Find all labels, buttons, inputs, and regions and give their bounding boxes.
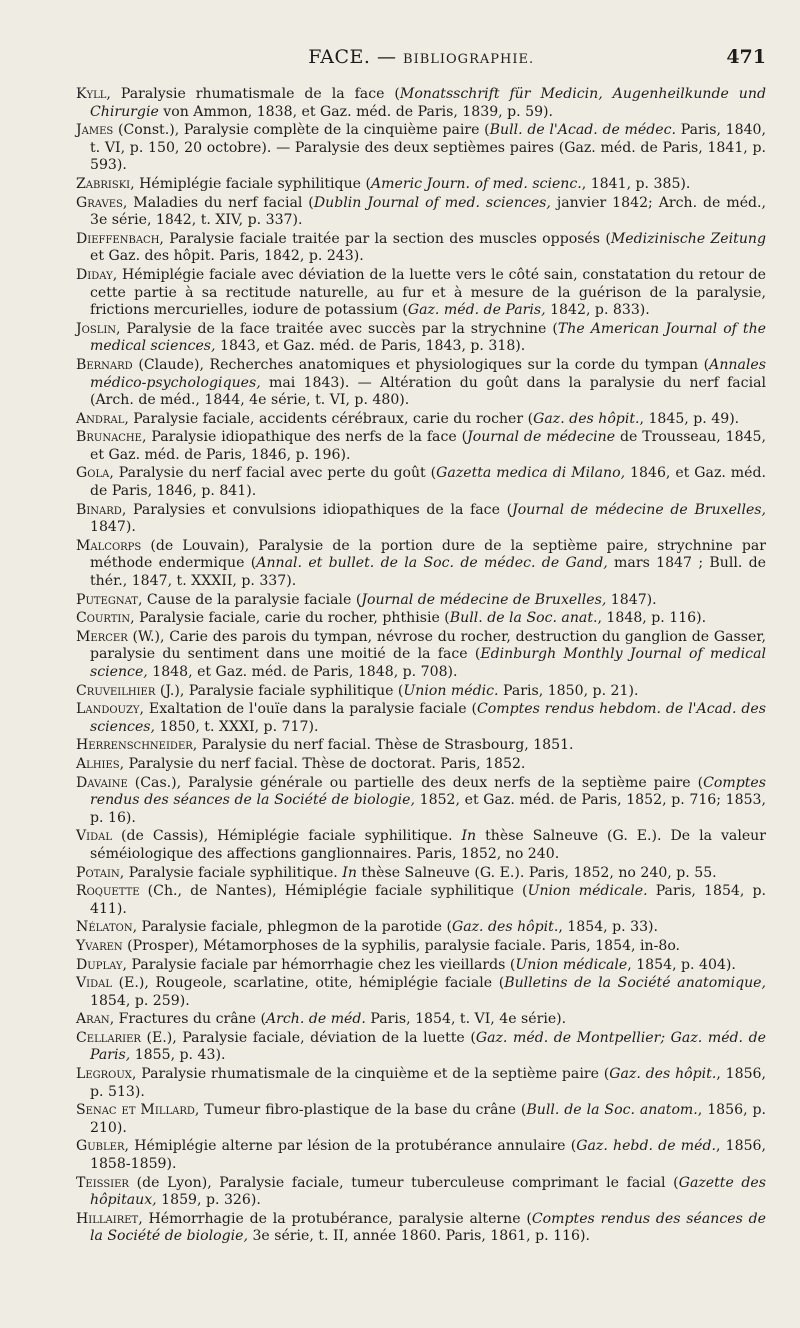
entry-details: thèse Salneuve (G. E.). Paris, 1852, no 240, p. 55. bbox=[356, 864, 717, 881]
bibliography-entry bbox=[76, 86, 766, 121]
entry-details: , 1856, p. 513). bbox=[90, 1066, 766, 1100]
bibliography-entry bbox=[76, 1175, 766, 1210]
bibliography-entry bbox=[76, 1211, 766, 1246]
page-number: 471 bbox=[726, 46, 766, 68]
entry-text: , Hémiplégie faciale avec déviation de la luette vers le côté sain, constatation du retour de cette partie à sa rectitude naturelle, au fur et à mesure de la guérison de la paralysie, frictions mercurielles, iodure de potassium ( bbox=[90, 266, 766, 319]
entry-text: , Paralysie faciale par hémorrhagie chez les vieillards ( bbox=[122, 956, 516, 973]
entry-text: , Maladies du nerf facial ( bbox=[122, 194, 314, 211]
entry-reference: Bull. de la Soc. anat. bbox=[449, 610, 598, 627]
entry-text: (Prosper), Métamorphoses de la syphilis, paralysie faciale. Paris, 1854, in-8o. bbox=[122, 937, 681, 954]
entry-text: (J.), Paralysie faciale syphilitique ( bbox=[155, 682, 404, 699]
entry-details: 1842, p. 833). bbox=[545, 302, 650, 319]
bibliography-entry bbox=[76, 357, 766, 410]
entry-author: Putegnat bbox=[76, 591, 138, 608]
entry-details: , 1854, p. 33). bbox=[558, 919, 659, 936]
entry-author: Gubler bbox=[76, 1138, 125, 1155]
entry-text: (E.), Rougeole, scarlatine, otite, hémiplégie faciale ( bbox=[112, 975, 505, 992]
entry-text: , Fractures du crâne ( bbox=[109, 1011, 266, 1028]
entry-reference: Gaz. des hôpit. bbox=[609, 1066, 717, 1083]
header-dash: — bbox=[376, 46, 397, 68]
entry-reference: Bull. de la Soc. anatom. bbox=[526, 1102, 698, 1119]
entry-reference: Journal de médecine bbox=[467, 429, 616, 446]
bibliography-entry bbox=[76, 1102, 766, 1137]
entry-author: Hillairet bbox=[76, 1210, 139, 1227]
header-title: FACE. bbox=[308, 46, 371, 68]
entry-author: Duplay bbox=[76, 956, 123, 973]
entry-details: Paris, 1854, t. VI, 4e série). bbox=[365, 1011, 567, 1028]
entry-author: Brunache bbox=[76, 429, 142, 446]
entry-author: Yvaren bbox=[76, 937, 123, 954]
entry-details: 1852, et Gaz. méd. de Paris, 1852, p. 716; 1853, p. 16). bbox=[90, 792, 766, 826]
entry-details: Paris, 1850, p. 21). bbox=[498, 682, 639, 699]
entry-text: , Paralysies et convulsions idiopathiques de la face ( bbox=[121, 501, 513, 518]
entry-details: , 1848, p. 116). bbox=[597, 610, 707, 627]
bibliography-entry bbox=[76, 1011, 766, 1029]
bibliography-entry bbox=[76, 429, 766, 464]
entry-text: , Hémorrhagie de la protubérance, paralysie alterne ( bbox=[138, 1210, 532, 1227]
bibliography-entry bbox=[76, 775, 766, 828]
entry-reference: Gazetta medica di Milano, bbox=[436, 465, 626, 482]
bibliography-entry bbox=[76, 883, 766, 918]
entry-details: , 1845, p. 49). bbox=[639, 410, 740, 427]
entry-reference: Gazette des hôpitaux, bbox=[90, 1174, 766, 1209]
entry-author: Roquette bbox=[76, 883, 140, 900]
entry-details: 1843, et Gaz. méd. de Paris, 1843, p. 318). bbox=[215, 338, 526, 355]
bibliography-entry bbox=[76, 957, 766, 975]
entry-text: , Paralysie faciale, carie du rocher, phthisie ( bbox=[130, 610, 450, 627]
entry-reference: Gaz. méd. de Montpellier; Gaz. méd. de Paris, bbox=[90, 1029, 766, 1064]
entry-text: (de Louvain), Paralysie de la portion dure de la septième paire, strychnine par méthode endermique ( bbox=[90, 537, 766, 572]
entry-text: , Paralysie faciale, accidents cérébraux, carie du rocher ( bbox=[124, 410, 534, 427]
entry-details: Paris, 1840, t. VI, p. 150, 20 octobre). — Paralysie des deux septièmes paires (Gaz. méd. de Paris, 1841, p. 593). bbox=[90, 122, 766, 174]
bibliography-entry bbox=[76, 465, 766, 500]
entry-details: , 1856, p. 210). bbox=[90, 1102, 766, 1136]
entry-text: (Claude), Recherches anatomiques et physiologiques sur la corde du tympan ( bbox=[132, 356, 710, 373]
entry-reference: Union médicale. bbox=[527, 883, 648, 900]
entry-text: , Paralysie faciale, phlegmon de la parotide ( bbox=[132, 919, 452, 936]
entry-details: 1850, t. XXXI, p. 717). bbox=[155, 718, 319, 735]
entry-author: Alhies bbox=[76, 755, 120, 772]
bibliography-entry bbox=[76, 176, 766, 194]
entry-author: Landouzy bbox=[76, 701, 140, 718]
entry-details: mai 1843). — Altération du goût dans la paralysie du nerf facial (Arch. de méd., 1844, 4e série, t. VI, p. 480). bbox=[90, 374, 766, 409]
entry-text: , Tumeur fibro-plastique de la base du crâne ( bbox=[194, 1102, 527, 1119]
entry-reference: Union médic. bbox=[403, 682, 499, 699]
entry-author: Dieffenbach bbox=[76, 230, 160, 247]
entry-author: Nélaton bbox=[76, 919, 133, 936]
entry-text: (W.), Carie des parois du tympan, névrose du rocher, destruction du ganglion de Gasser, paralysie du sentiment dans une moitié de la face ( bbox=[90, 628, 766, 663]
entry-author: Potain bbox=[76, 864, 120, 881]
bibliography-list bbox=[76, 86, 766, 1246]
entry-text: (E.), Paralysie faciale, déviation de la luette ( bbox=[140, 1029, 476, 1046]
entry-details: 1855, p. 43). bbox=[130, 1047, 226, 1064]
entry-author: Aran bbox=[76, 1011, 110, 1028]
bibliography-entry bbox=[76, 1066, 766, 1101]
entry-author: Zabriski bbox=[76, 175, 131, 192]
header-section: BIBLIOGRAPHIE. bbox=[403, 52, 535, 67]
entry-author: Herrenschneider bbox=[76, 737, 193, 754]
entry-reference: Medizinische Zeitung bbox=[610, 230, 766, 247]
bibliography-entry bbox=[76, 538, 766, 591]
entry-details: , 1856, 1858-1859). bbox=[90, 1138, 766, 1173]
entry-text: , Paralysie faciale syphilitique. bbox=[119, 864, 343, 881]
bibliography-entry bbox=[76, 267, 766, 320]
entry-author: Mercer bbox=[76, 628, 128, 645]
bibliography-entry bbox=[76, 231, 766, 266]
entry-author: Kyll bbox=[76, 86, 107, 102]
entry-reference: Monatsschrift für Medicin, Augenheilkunde und Chirurgie bbox=[90, 86, 766, 120]
entry-text: , Paralysie du nerf facial. Thèse de doctorat. Paris, 1852. bbox=[119, 755, 526, 772]
entry-reference: Dublin Journal of med. sciences, bbox=[313, 194, 551, 211]
entry-reference: In bbox=[342, 864, 357, 881]
entry-text: , Paralysie rhumatismale de la face ( bbox=[106, 86, 400, 102]
entry-author: Davaine bbox=[76, 774, 128, 791]
bibliography-entry bbox=[76, 629, 766, 682]
entry-reference: Americ Journ. of med. scienc. bbox=[370, 175, 582, 192]
entry-author: Gola bbox=[76, 465, 110, 482]
entry-reference: In bbox=[461, 828, 477, 845]
entry-author: James bbox=[76, 122, 114, 139]
entry-text: , Paralysie de la face traitée avec succès par la strychnine ( bbox=[116, 320, 558, 337]
running-header bbox=[76, 46, 766, 76]
entry-reference: Annal. et bullet. de la Soc. de médec. de Gand, bbox=[256, 555, 608, 572]
entry-author: Cruveilhier bbox=[76, 682, 156, 699]
entry-text: (Const.), Paralysie complète de la cinquième paire ( bbox=[113, 122, 490, 139]
entry-text: (Cas.), Paralysie générale ou partielle des deux nerfs de la septième paire ( bbox=[127, 774, 704, 791]
entry-reference: Comptes rendus hebdom. de l'Acad. des sciences, bbox=[90, 701, 767, 735]
entry-details: , 1841, p. 385). bbox=[581, 175, 691, 192]
bibliography-entry bbox=[76, 756, 766, 774]
entry-details: 1854, p. 259). bbox=[90, 992, 190, 1009]
entry-text: , Hémiplégie alterne par lésion de la protubérance annulaire ( bbox=[124, 1138, 577, 1155]
entry-reference: Arch. de méd. bbox=[266, 1011, 366, 1028]
bibliography-entry bbox=[76, 610, 766, 628]
entry-reference: Comptes rendus des séances de la Société de biologie, bbox=[90, 1210, 766, 1245]
entry-author: Legroux bbox=[76, 1066, 132, 1083]
entry-author: Binard bbox=[76, 501, 122, 518]
entry-text: (de Lyon), Paralysie faciale, tumeur tuberculeuse comprimant le facial ( bbox=[128, 1174, 679, 1191]
entry-author: Graves bbox=[76, 194, 123, 211]
entry-details: 1847). bbox=[606, 591, 657, 608]
bibliography-entry bbox=[76, 1138, 766, 1173]
entry-reference: The American Journal of the medical sciences, bbox=[90, 320, 766, 355]
entry-text: (de Cassis), Hémiplégie faciale syphilitique. bbox=[112, 828, 462, 845]
bibliography-entry bbox=[76, 701, 766, 736]
entry-reference: Gaz. des hôpit. bbox=[533, 410, 640, 427]
entry-author: Andral bbox=[76, 410, 125, 427]
bibliography-entry bbox=[76, 938, 766, 956]
entry-details: , 1854, p. 404). bbox=[627, 956, 736, 973]
bibliography-entry bbox=[76, 737, 766, 755]
entry-text: , Paralysie faciale traitée par la section des muscles opposés ( bbox=[159, 230, 611, 247]
entry-text: , Paralysie du nerf facial. Thèse de Strasbourg, 1851. bbox=[192, 737, 574, 754]
entry-details: von Ammon, 1838, et Gaz. méd. de Paris, 1839, p. 59). bbox=[158, 103, 554, 120]
entry-text: , Paralysie idiopathique des nerfs de la face ( bbox=[141, 429, 468, 446]
bibliography-entry bbox=[76, 321, 766, 356]
entry-author: Senac et Millard bbox=[76, 1102, 195, 1119]
entry-author: Courtin bbox=[76, 610, 131, 627]
entry-text: , Hémiplégie faciale syphilitique ( bbox=[130, 175, 371, 192]
bibliography-entry bbox=[76, 865, 766, 883]
entry-reference: Annales médico-psychologiques, bbox=[90, 356, 766, 391]
header-title-block bbox=[116, 46, 726, 68]
entry-details: de Trousseau, 1845, et Gaz. méd. de Paris, 1846, p. 196). bbox=[90, 429, 766, 463]
entry-details: mars 1847 ; Bull. de thér., 1847, t. XXXII, p. 337). bbox=[90, 555, 767, 590]
entry-details: thèse Salneuve (G. E.). De la valeur séméiologique des affections ganglionnaires. Paris, 1852, no 240. bbox=[90, 828, 766, 862]
entry-reference: Edinburgh Monthly Journal of medical science, bbox=[90, 646, 766, 680]
bibliography-entry bbox=[76, 1030, 766, 1065]
entry-details: 3e série, t. II, année 1860. Paris, 1861, p. 116). bbox=[247, 1228, 590, 1245]
entry-reference: Bull. de l'Acad. de médec. bbox=[489, 122, 676, 139]
entry-text: (Ch., de Nantes), Hémiplégie faciale syphilitique ( bbox=[139, 883, 528, 900]
entry-text: , Exaltation de l'ouïe dans la paralysie faciale ( bbox=[139, 701, 477, 718]
entry-text: , Paralysie du nerf facial avec perte du goût ( bbox=[109, 465, 437, 482]
bibliography-entry bbox=[76, 122, 766, 175]
entry-author: Teissier bbox=[76, 1174, 129, 1191]
bibliography-entry bbox=[76, 411, 766, 429]
entry-details: 1846, et Gaz. méd. de Paris, 1846, p. 841). bbox=[90, 465, 766, 500]
entry-author: Vidal bbox=[76, 975, 113, 992]
entry-reference: Gaz. des hôpit. bbox=[451, 919, 559, 936]
entry-details: 1847). bbox=[90, 519, 136, 536]
entry-reference: Gaz. méd. de Paris, bbox=[407, 302, 546, 319]
bibliography-entry bbox=[76, 919, 766, 937]
entry-reference: Journal de médecine de Bruxelles, bbox=[361, 591, 607, 608]
bibliography-entry bbox=[76, 592, 766, 610]
entry-reference: Comptes rendus des séances de la Société de biologie, bbox=[90, 774, 766, 809]
entry-author: Vidal bbox=[76, 828, 113, 845]
bibliography-entry bbox=[76, 195, 766, 230]
entry-author: Cellarier bbox=[76, 1029, 141, 1046]
bibliography-entry bbox=[76, 975, 766, 1010]
entry-author: Joslin bbox=[76, 320, 117, 337]
entry-reference: Gaz. hebd. de méd. bbox=[576, 1138, 716, 1155]
entry-reference: Journal de médecine de Bruxelles, bbox=[512, 501, 767, 518]
bibliography-entry bbox=[76, 828, 766, 863]
bibliography-entry bbox=[76, 502, 766, 537]
entry-reference: Union médicale bbox=[515, 956, 628, 973]
entry-text: , Cause de la paralysie faciale ( bbox=[137, 591, 362, 608]
entry-details: et Gaz. des hôpit. Paris, 1842, p. 243). bbox=[90, 248, 364, 265]
entry-text: , Paralysie rhumatismale de la cinquième et de la septième paire ( bbox=[131, 1066, 610, 1083]
bibliography-entry bbox=[76, 683, 766, 701]
entry-reference: Bulletins de la Société anatomique, bbox=[504, 975, 766, 992]
entry-details: Paris, 1854, p. 411). bbox=[90, 883, 766, 917]
entry-author: Malcorps bbox=[76, 537, 142, 554]
entry-author: Diday bbox=[76, 266, 113, 283]
entry-details: 1848, et Gaz. méd. de Paris, 1848, p. 708). bbox=[147, 664, 458, 680]
entry-details: janvier 1842; Arch. de méd., 3e série, 1842, t. XIV, p. 337). bbox=[90, 194, 767, 229]
entry-author: Bernard bbox=[76, 356, 133, 373]
entry-details: 1859, p. 326). bbox=[156, 1192, 261, 1209]
